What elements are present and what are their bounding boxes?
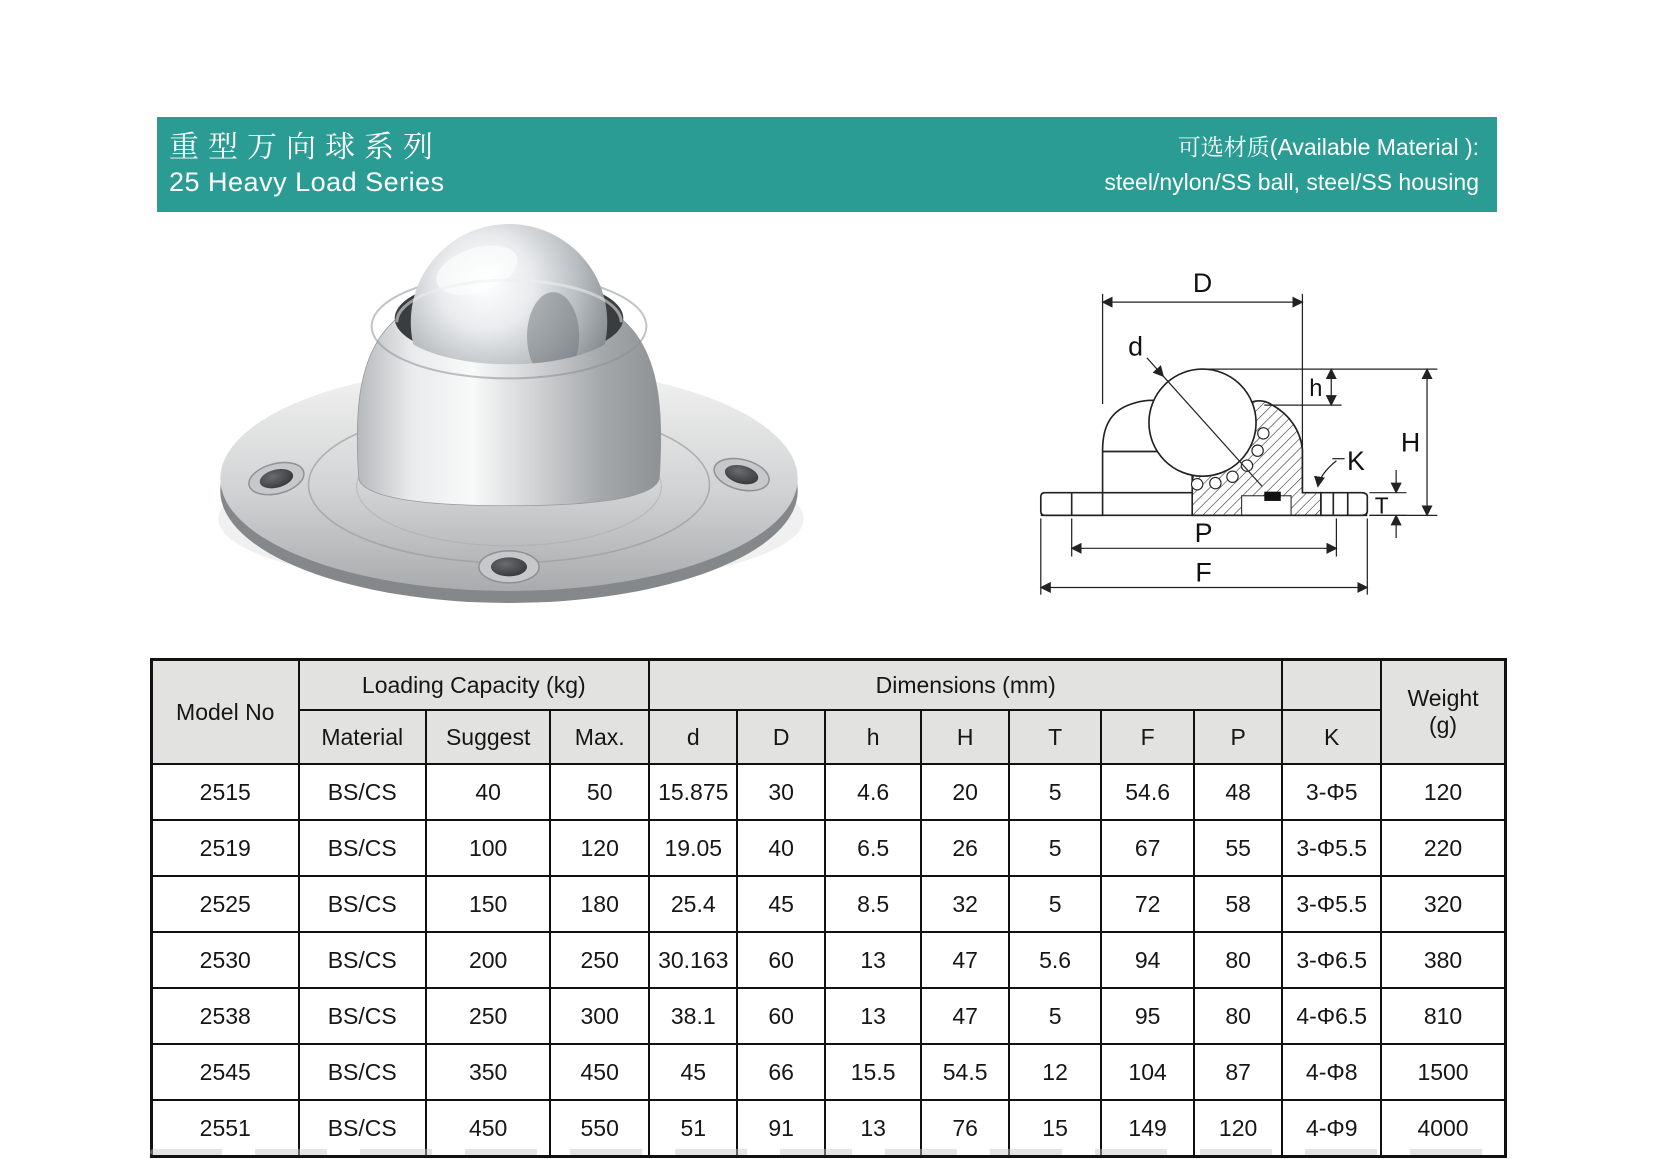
- th-weight: [1381, 660, 1505, 765]
- cell-cap-h: 47: [921, 988, 1008, 1044]
- cell-t: 12: [1009, 1044, 1102, 1100]
- dim-leader-K: [1318, 461, 1337, 487]
- th-t: T: [1009, 710, 1102, 764]
- cell-weight: 1500: [1381, 1044, 1505, 1100]
- cell-weight: 380: [1381, 932, 1505, 988]
- available-material-value: steel/nylon/SS ball, steel/SS housing: [1104, 168, 1479, 195]
- cell-weight: 810: [1381, 988, 1505, 1044]
- cell-p: 87: [1194, 1044, 1282, 1100]
- cell-f: 94: [1101, 932, 1194, 988]
- cell-d: 45: [649, 1044, 737, 1100]
- cell-t: 5: [1009, 820, 1102, 876]
- cell-h: 13: [825, 988, 922, 1044]
- cell-cap-d: 40: [737, 820, 824, 876]
- cell-max: 180: [550, 876, 649, 932]
- cell-cap-h: 26: [921, 820, 1008, 876]
- cell-material: BS/CS: [299, 820, 426, 876]
- cell-weight: 220: [1381, 820, 1505, 876]
- cell-d: 19.05: [649, 820, 737, 876]
- cell-h: 13: [825, 932, 922, 988]
- dim-label-f: F: [1195, 557, 1212, 588]
- cell-k: 4-Φ6.5: [1282, 988, 1381, 1044]
- th-loading-capacity: Loading Capacity (kg): [299, 660, 650, 711]
- cell-t: 5: [1009, 764, 1102, 820]
- cell-f: 104: [1101, 1044, 1194, 1100]
- th-max: Max.: [550, 710, 649, 764]
- cell-p: 48: [1194, 764, 1282, 820]
- cell-h: 13: [825, 1100, 922, 1157]
- cell-cap-d: 30: [737, 764, 824, 820]
- cell-d: 38.1: [649, 988, 737, 1044]
- th-weight-line2: (g): [1428, 712, 1458, 738]
- cell-model: 2551: [152, 1100, 299, 1157]
- cell-max: 300: [550, 988, 649, 1044]
- th-weight-line1: Weight: [1407, 685, 1479, 711]
- cell-k: 3-Φ5.5: [1282, 876, 1381, 932]
- dim-leader-d: [1147, 358, 1163, 377]
- dim-label-d: d: [1128, 331, 1143, 362]
- dim-label-t: T: [1374, 492, 1389, 519]
- dimension-diagram-figure: [945, 232, 1460, 603]
- cell-t: 5: [1009, 876, 1102, 932]
- cell-cap-d: 91: [737, 1100, 824, 1157]
- cell-p: 58: [1194, 876, 1282, 932]
- cell-suggest: 100: [426, 820, 550, 876]
- cell-k: 4-Φ9: [1282, 1100, 1381, 1157]
- th-material: Material: [299, 710, 426, 764]
- cell-suggest: 250: [426, 988, 550, 1044]
- series-header-band: [157, 117, 1497, 212]
- cell-f: 95: [1101, 988, 1194, 1044]
- spec-table: [150, 658, 1507, 1158]
- th-h: h: [825, 710, 922, 764]
- product-photo-figure: [190, 218, 822, 614]
- available-material-label: 可选材质(Available Material ):: [1177, 133, 1479, 160]
- dim-label-cap-h: H: [1400, 427, 1421, 458]
- cell-suggest: 150: [426, 876, 550, 932]
- cell-h: 6.5: [825, 820, 922, 876]
- cell-f: 67: [1101, 820, 1194, 876]
- th-p: P: [1194, 710, 1282, 764]
- cell-max: 250: [550, 932, 649, 988]
- cell-cap-h: 76: [921, 1100, 1008, 1157]
- table-row: [152, 876, 1506, 932]
- cell-p: 120: [1194, 1100, 1282, 1157]
- cell-t: 5.6: [1009, 932, 1102, 988]
- cell-f: 54.6: [1101, 764, 1194, 820]
- cell-cap-h: 54.5: [921, 1044, 1008, 1100]
- dim-label-p: P: [1194, 518, 1213, 549]
- cell-suggest: 350: [426, 1044, 550, 1100]
- cell-cap-h: 20: [921, 764, 1008, 820]
- cell-h: 4.6: [825, 764, 922, 820]
- cell-suggest: 450: [426, 1100, 550, 1157]
- cell-f: 72: [1101, 876, 1194, 932]
- dim-label-cap-d: D: [1192, 267, 1213, 298]
- cell-model: 2545: [152, 1044, 299, 1100]
- dim-label-k: K: [1347, 446, 1365, 477]
- cell-f: 149: [1101, 1100, 1194, 1157]
- cell-weight: 120: [1381, 764, 1505, 820]
- cell-suggest: 40: [426, 764, 550, 820]
- th-f: F: [1101, 710, 1194, 764]
- cell-cap-d: 60: [737, 988, 824, 1044]
- cell-k: 3-Φ6.5: [1282, 932, 1381, 988]
- cell-p: 80: [1194, 932, 1282, 988]
- series-titles: [169, 131, 445, 199]
- series-title-english: 25 Heavy Load Series: [169, 166, 445, 197]
- cell-material: BS/CS: [299, 1100, 426, 1157]
- cell-h: 8.5: [825, 876, 922, 932]
- cell-model: 2515: [152, 764, 299, 820]
- cell-model: 2525: [152, 876, 299, 932]
- cell-model: 2530: [152, 932, 299, 988]
- cell-cap-h: 32: [921, 876, 1008, 932]
- table-row: [152, 932, 1506, 988]
- cell-p: 55: [1194, 820, 1282, 876]
- cell-max: 120: [550, 820, 649, 876]
- table-row: [152, 1044, 1506, 1100]
- th-suggest: Suggest: [426, 710, 550, 764]
- page-cutoff-artifact: [150, 1149, 1507, 1155]
- flange-right: [1321, 493, 1367, 516]
- cell-h: 15.5: [825, 1044, 922, 1100]
- cell-material: BS/CS: [299, 1044, 426, 1100]
- cell-d: 25.4: [649, 876, 737, 932]
- cell-k: 4-Φ8: [1282, 1044, 1381, 1100]
- cell-material: BS/CS: [299, 988, 426, 1044]
- th-cap-h: H: [921, 710, 1008, 764]
- cell-material: BS/CS: [299, 876, 426, 932]
- table-row: [152, 764, 1506, 820]
- cell-d: 30.163: [649, 932, 737, 988]
- mount-hole-front: [479, 551, 539, 583]
- available-material: [1104, 130, 1479, 200]
- cell-k: 3-Φ5.5: [1282, 820, 1381, 876]
- cell-d: 51: [649, 1100, 737, 1157]
- table-row: [152, 820, 1506, 876]
- cell-p: 80: [1194, 988, 1282, 1044]
- cell-max: 550: [550, 1100, 649, 1157]
- series-title-chinese: 重型万向球系列: [169, 129, 442, 165]
- ball-outline: [1149, 369, 1256, 476]
- th-model-no: Model No: [152, 660, 299, 765]
- cell-model: 2538: [152, 988, 299, 1044]
- th-dimensions: Dimensions (mm): [649, 660, 1282, 711]
- section-marker: [1264, 492, 1280, 501]
- cell-material: BS/CS: [299, 932, 426, 988]
- dim-label-h: h: [1309, 375, 1323, 402]
- cell-k: 3-Φ5: [1282, 764, 1381, 820]
- cell-cap-d: 66: [737, 1044, 824, 1100]
- cell-cap-h: 47: [921, 932, 1008, 988]
- cell-cap-d: 45: [737, 876, 824, 932]
- cell-weight: 320: [1381, 876, 1505, 932]
- th-blank: [1282, 660, 1381, 711]
- cell-max: 450: [550, 1044, 649, 1100]
- cell-material: BS/CS: [299, 764, 426, 820]
- th-d: d: [649, 710, 737, 764]
- cell-t: 5: [1009, 988, 1102, 1044]
- cell-max: 50: [550, 764, 649, 820]
- table-row: [152, 988, 1506, 1044]
- cell-d: 15.875: [649, 764, 737, 820]
- cell-model: 2519: [152, 820, 299, 876]
- th-cap-d: D: [737, 710, 824, 764]
- cell-t: 15: [1009, 1100, 1102, 1157]
- cell-cap-d: 60: [737, 932, 824, 988]
- th-k: K: [1282, 710, 1381, 764]
- cell-suggest: 200: [426, 932, 550, 988]
- cell-weight: 4000: [1381, 1100, 1505, 1157]
